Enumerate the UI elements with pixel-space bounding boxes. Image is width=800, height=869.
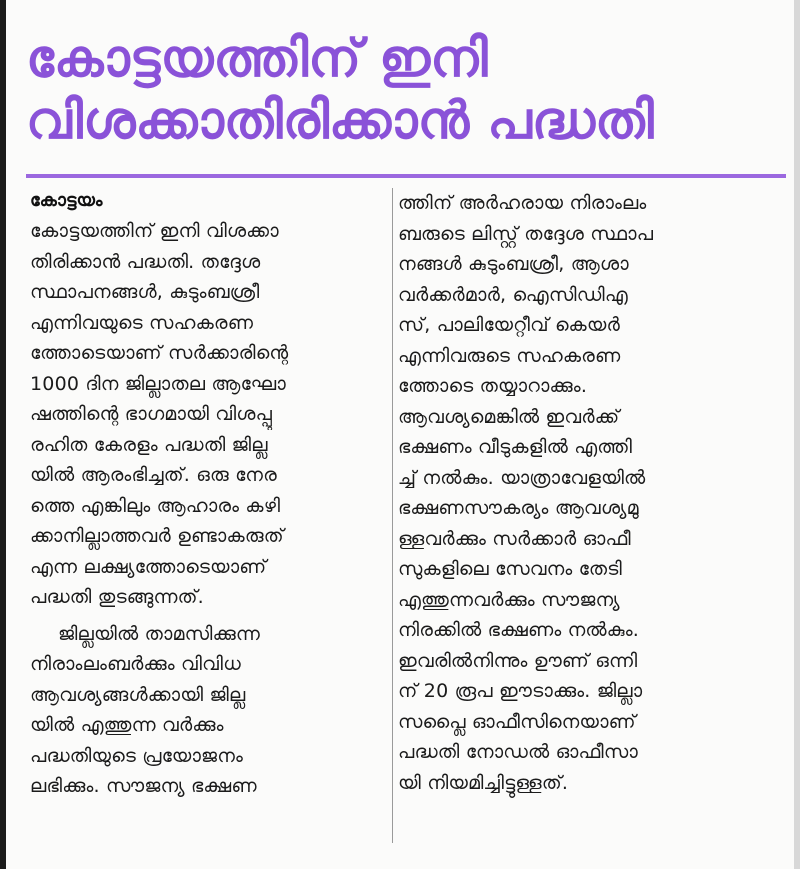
text-line: എത്തുന്നവർക്കും സൗജന്യ [398, 588, 620, 611]
text-line: ത്തെ എങ്കിലും ആഹാരം കഴി [30, 494, 281, 517]
text-line: പദ്ധതിയുടെ പ്രയോജനം [30, 744, 243, 767]
text-line: സ്ഥാപനങ്ങൾ, കുടുംബശ്രീ [30, 281, 260, 303]
text-line: ഇവരിൽനിന്നും ഊണ് ഒന്നി [398, 649, 638, 672]
text-line: ച്ച് നൽകും. യാത്രാവേളയിൽ [398, 466, 646, 489]
left-column [30, 188, 386, 848]
text-line: ജില്ലയിൽ താമസിക്കുന്ന [58, 622, 261, 645]
text-line: ന് 20 രൂപ ഈടാക്കും. ജില്ലാ [398, 680, 643, 702]
headline-rule [26, 174, 786, 178]
text-line: ഭക്ഷണസൗകര്യം ആവശ്യമു [398, 497, 639, 519]
text-line: നിരാംലംബർക്കും വിവിധ [30, 653, 241, 675]
text-line: പദ്ധതി നോഡൽ ഓഫീസാ [398, 741, 638, 763]
text-line: ബരുടെ ലിസ്റ്റ് തദ്ദേശ സ്ഥാപ [398, 222, 654, 245]
text-line: ത്തോടെ തയ്യാറാക്കും. [398, 375, 588, 397]
text-line: ക്കാനില്ലാത്തവർ ഉണ്ടാകരുത് [30, 525, 284, 547]
photo-right-edge [794, 0, 800, 869]
paragraph-2 [30, 619, 386, 802]
text-line: കോട്ടയത്തിന് ഇനി വിശക്കാ [30, 220, 279, 242]
text-line: നിരക്കിൽ ഭക്ഷണം നൽകും. [398, 619, 640, 641]
right-column [398, 188, 754, 848]
text-line: തിരിക്കാൻ പദ്ധതി. തദ്ദേശ [30, 250, 261, 273]
text-line: സ്, പാലിയേറ്റീവ് കെയർ [398, 314, 620, 336]
text-line: എന്നിവയുടെ സഹകരണ [30, 311, 254, 334]
text-line: രഹിത കേരളം പദ്ധതി ജില്ല [30, 433, 268, 456]
headline-line-2: വിശക്കാതിരിക്കാൻ പദ്ധതി [26, 91, 654, 151]
text-line: സപ്ലൈ ഓഫീസിനെയാണ് [398, 710, 636, 733]
text-line: എന്നിവരുടെ സഹകരണ [398, 344, 621, 367]
text-line: സുകളിലെ സേവനം തേടി [398, 558, 622, 580]
text-line: ആവശ്യങ്ങൾക്കായി ജില്ല [30, 683, 246, 706]
text-line: ഭക്ഷണം വീടുകളിൽ എത്തി [398, 436, 633, 458]
text-line: ഷത്തിന്റെ ഭാഗമായി വിശപ്പു [30, 403, 273, 425]
text-line: ത്തിന് അർഹരായ നിരാംലം [398, 192, 647, 214]
text-line: 1000 ദിന ജില്ലാതല ആഘോ [30, 372, 286, 395]
text-line: യിൽ ആരംഭിച്ചത്. ഒരു നേര [30, 464, 277, 486]
article-body [26, 188, 786, 848]
text-line: ആവശ്യമെങ്കിൽ ഇവർക്ക് [398, 405, 620, 428]
text-line: ലഭിക്കും. സൗജന്യ ഭക്ഷണ [30, 775, 257, 797]
text-line: യി നിയമിച്ചിട്ടുള്ളത്. [398, 771, 569, 794]
text-line: ത്തോടെയാണ് സർക്കാരിന്റെ [30, 342, 289, 364]
text-line: നങ്ങൾ കുടുംബശ്രീ, ആശാ [398, 253, 629, 275]
article-headline [26, 28, 786, 152]
headline-line-1: കോട്ടയത്തിന് ഇനി [26, 29, 488, 89]
text-line: യിൽ എത്തുന്ന വർക്കും [30, 714, 224, 736]
paragraph-1 [30, 216, 386, 613]
text-line: വർക്കർമാർ, ഐസിഡിഎ [398, 283, 628, 306]
text-line: എന്ന ലക്ഷ്യത്തോടെയാണ് [30, 555, 267, 578]
text-line: ള്ളവർക്കും സർക്കാർ ഓഫീ [398, 527, 631, 550]
dateline: കോട്ടയം [30, 190, 103, 211]
column-divider [392, 188, 393, 843]
text-line: പദ്ധതി തുടങ്ങുന്നത്. [30, 586, 204, 608]
photo-left-edge [0, 0, 6, 869]
